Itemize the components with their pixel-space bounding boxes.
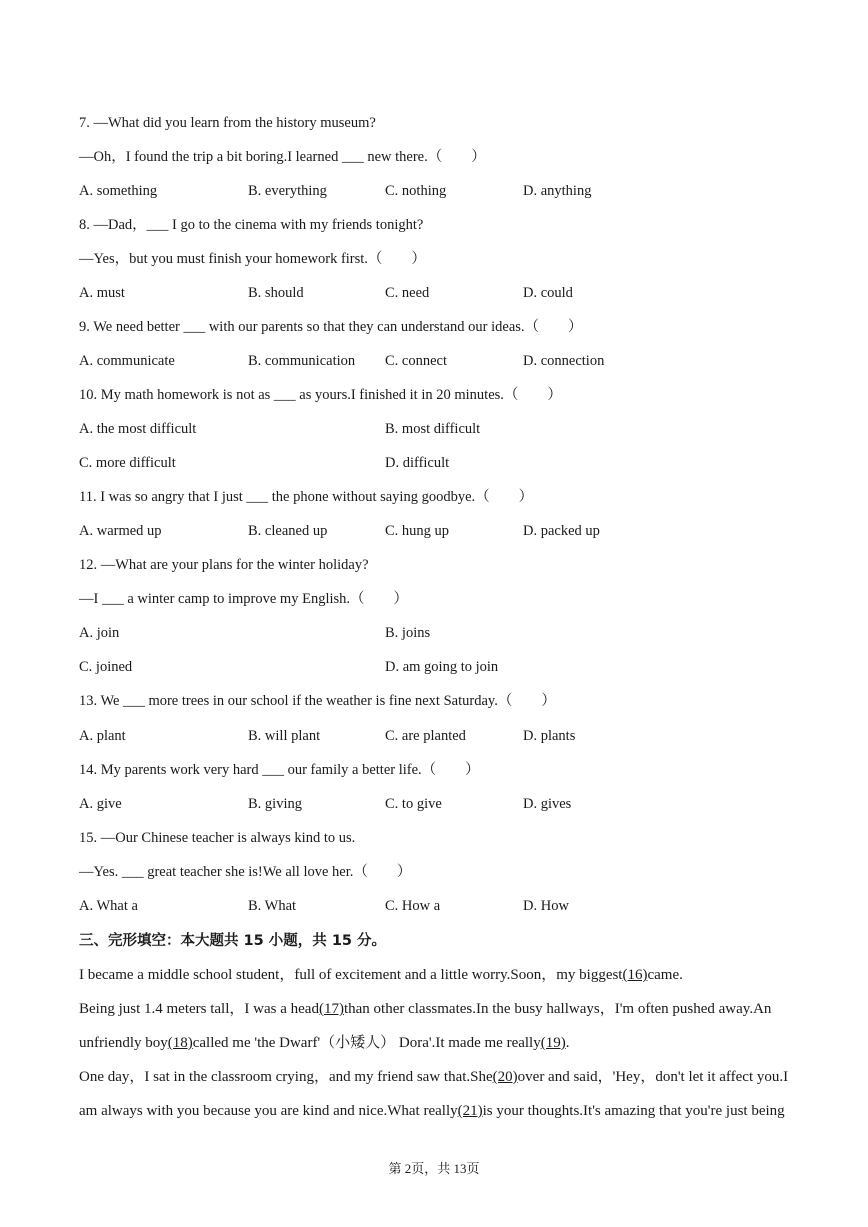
question-15-option-d: D. How: [523, 898, 569, 914]
question-12-stem-line-1: 12. —What are your plans for the winter holiday?: [79, 557, 369, 573]
passage-line: [79, 1000, 771, 1018]
question-8-stem-line-1: 8. —Dad，___ I go to the cinema with my friends tonight?: [79, 217, 424, 233]
question-10-option-c: C. more difficult: [79, 455, 176, 471]
question-9-option-c: C. connect: [385, 353, 448, 369]
blank-18: (18): [167, 1035, 193, 1051]
passage-line: [79, 966, 683, 984]
question-14-stem: 14. My parents work very hard ___ our family a better life.（ ）: [79, 762, 480, 778]
question-14-option-a: A. give: [79, 796, 122, 812]
blank-16: (16): [622, 967, 648, 983]
question-14-option-d: D. gives: [523, 796, 572, 812]
question-11-option-d: D. packed up: [523, 523, 600, 539]
question-8-option-d: D. could: [523, 285, 573, 301]
blank-20: (20): [492, 1069, 518, 1085]
passage-text: One day，I sat in the classroom crying，and my friend saw that.She: [79, 1069, 493, 1085]
passage-text: over and said，'Hey，don't let it affect you.I: [517, 1069, 789, 1085]
question-12-option-a: A. join: [79, 625, 120, 641]
passage-text: I became a middle school student，full of excitement and a little worry.Soon，my biggest: [79, 967, 623, 983]
question-7-option-a: A. something: [79, 183, 158, 199]
question-7-option-b: B. everything: [248, 183, 327, 199]
question-15-option-a: A. What a: [79, 898, 138, 914]
question-13-option-a: A. plant: [79, 728, 126, 744]
passage-text: came.: [647, 967, 683, 983]
passage-text: called me 'the Dwarf'（小矮人） Dora'.It made me really: [192, 1035, 541, 1051]
passage-line: [79, 1102, 785, 1120]
question-9-option-d: D. connection: [523, 353, 605, 369]
passage-text: is your thoughts.It's amazing that you're just being: [482, 1103, 785, 1119]
passage-text: am always with you because you are kind and nice.What really: [79, 1103, 458, 1119]
page-number-footer: 第 2页，共 13页: [388, 1161, 480, 1176]
question-10-option-d: D. difficult: [385, 455, 450, 471]
question-14-option-b: B. giving: [248, 796, 302, 812]
question-11-option-b: B. cleaned up: [248, 523, 328, 539]
passage-text: unfriendly boy: [79, 1035, 168, 1051]
question-12-stem-line-2: —I ___ a winter camp to improve my English.（ ）: [79, 591, 409, 607]
question-12-option-c: C. joined: [79, 659, 133, 675]
section-heading: 三、完形填空：本大题共 15 小题，共 15 分。: [79, 933, 387, 949]
question-11-stem: 11. I was so angry that I just ___ the phone without saying goodbye.（ ）: [79, 489, 534, 505]
question-11-option-c: C. hung up: [385, 523, 450, 539]
passage-line: [79, 1034, 569, 1052]
question-14-option-c: C. to give: [385, 796, 442, 812]
passage-line: [79, 1068, 788, 1086]
question-13-option-c: C. are planted: [385, 728, 466, 744]
question-8-option-a: A. must: [79, 285, 125, 301]
question-10-option-a: A. the most difficult: [79, 421, 197, 437]
passage-text: .: [565, 1035, 570, 1051]
question-12-option-b: B. joins: [385, 625, 431, 641]
question-9-option-b: B. communication: [248, 353, 356, 369]
passage-text: Being just 1.4 meters tall，I was a head: [79, 1001, 319, 1017]
question-13-option-b: B. will plant: [248, 728, 321, 744]
question-10-option-b: B. most difficult: [385, 421, 481, 437]
question-13-stem: 13. We ___ more trees in our school if the weather is fine next Saturday.（ ）: [79, 693, 556, 709]
question-7-stem-line-1: 7. —What did you learn from the history museum?: [79, 115, 376, 131]
question-15-option-b: B. What: [248, 898, 297, 914]
blank-19: (19): [540, 1035, 566, 1051]
question-7-stem-line-2: —Oh，I found the trip a bit boring.I learned ___ new there.（ ）: [79, 149, 486, 165]
blank-17: (17): [318, 1001, 344, 1017]
question-10-stem: 10. My math homework is not as ___ as yours.I finished it in 20 minutes.（ ）: [79, 387, 562, 403]
question-7-option-d: D. anything: [523, 183, 592, 199]
question-8-stem-line-2: —Yes，but you must finish your homework first.（ ）: [79, 251, 426, 267]
question-12-option-d: D. am going to join: [385, 659, 499, 675]
question-15-option-c: C. How a: [385, 898, 441, 914]
question-9-stem: 9. We need better ___ with our parents so that they can understand our ideas.（ ）: [79, 319, 583, 335]
question-8-option-b: B. should: [248, 285, 304, 301]
question-15-stem-line-1: 15. —Our Chinese teacher is always kind to us.: [79, 830, 356, 846]
question-7-option-c: C. nothing: [385, 183, 447, 199]
passage-text: than other classmates.In the busy hallways，I'm often pushed away.An: [343, 1001, 772, 1017]
blank-21: (21): [457, 1103, 483, 1119]
question-15-stem-line-2: —Yes. ___ great teacher she is!We all love her.（ ）: [79, 864, 412, 880]
question-11-option-a: A. warmed up: [79, 523, 162, 539]
question-8-option-c: C. need: [385, 285, 430, 301]
question-13-option-d: D. plants: [523, 728, 576, 744]
question-9-option-a: A. communicate: [79, 353, 175, 369]
